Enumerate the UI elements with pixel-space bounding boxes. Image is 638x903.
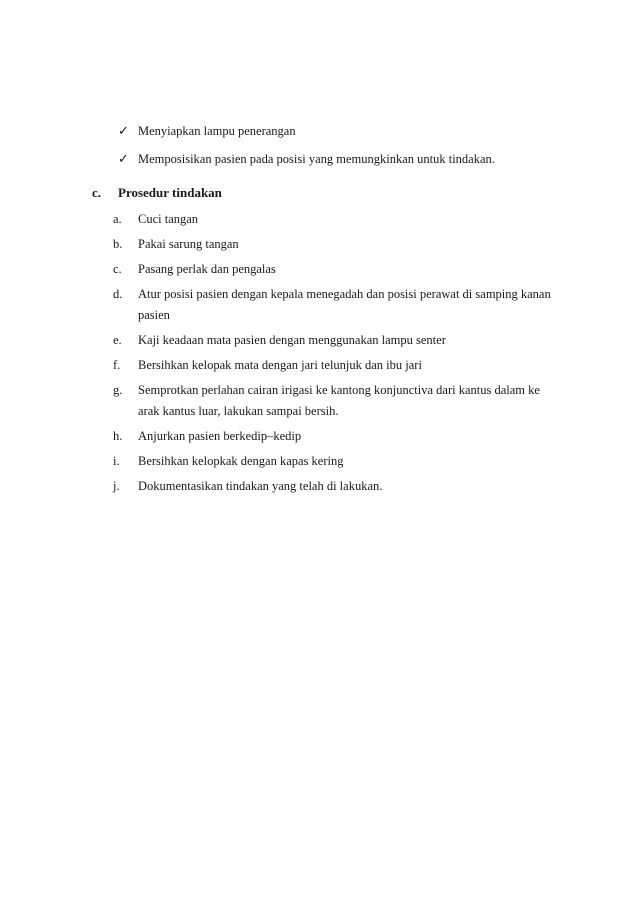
checklist-item bbox=[118, 149, 495, 177]
step-text: Pakai sarung tangan bbox=[138, 237, 239, 251]
step-letter: i. bbox=[113, 454, 120, 468]
step-letter: b. bbox=[113, 237, 123, 251]
step-text: Semprotkan perlahan cairan irigasi ke kantong konjunctiva dari kantus dalam ke arak kantus luar, lakukan sampai bersih. bbox=[138, 383, 540, 418]
section-heading bbox=[92, 183, 222, 203]
step-letter: f. bbox=[113, 358, 121, 372]
step-letter: h. bbox=[113, 429, 123, 443]
step-letter: c. bbox=[113, 262, 122, 276]
step-letter: g. bbox=[113, 383, 123, 397]
step-text: Kaji keadaan mata pasien dengan menggunakan lampu senter bbox=[138, 333, 446, 347]
step-text: Cuci tangan bbox=[138, 212, 199, 226]
procedure-step bbox=[113, 451, 553, 472]
procedure-step bbox=[113, 426, 553, 447]
step-text: Pasang perlak dan pengalas bbox=[138, 262, 276, 276]
procedure-step bbox=[113, 259, 553, 280]
step-text: Bersihkan kelopkak dengan kapas kering bbox=[138, 454, 344, 468]
step-text: Bersihkan kelopak mata dengan jari telunjuk dan ibu jari bbox=[138, 358, 422, 372]
procedure-step bbox=[113, 209, 553, 230]
preparation-checklist bbox=[118, 121, 495, 177]
procedure-steps bbox=[113, 209, 553, 501]
check-icon: ✓ bbox=[118, 152, 129, 167]
procedure-step bbox=[113, 380, 553, 422]
procedure-step bbox=[113, 330, 553, 351]
step-text: Atur posisi pasien dengan kepala menegadah dan posisi perawat di samping kanan pasien bbox=[138, 287, 551, 322]
section-letter: c. bbox=[92, 185, 102, 200]
checklist-item bbox=[118, 121, 495, 149]
procedure-step bbox=[113, 476, 553, 497]
step-text: Dokumentasikan tindakan yang telah di lakukan. bbox=[138, 479, 383, 493]
checklist-item-text: Memposisikan pasien pada posisi yang memungkinkan untuk tindakan. bbox=[138, 152, 495, 166]
step-text: Anjurkan pasien berkedip–kedip bbox=[138, 429, 302, 443]
procedure-step bbox=[113, 284, 553, 326]
checklist-item-text: Menyiapkan lampu penerangan bbox=[138, 124, 296, 138]
procedure-step bbox=[113, 234, 553, 255]
procedure-step bbox=[113, 355, 553, 376]
step-letter: d. bbox=[113, 287, 123, 301]
check-icon: ✓ bbox=[118, 124, 129, 139]
step-letter: a. bbox=[113, 212, 122, 226]
section-title: Prosedur tindakan bbox=[118, 185, 222, 200]
step-letter: e. bbox=[113, 333, 122, 347]
step-letter: j. bbox=[113, 479, 120, 493]
